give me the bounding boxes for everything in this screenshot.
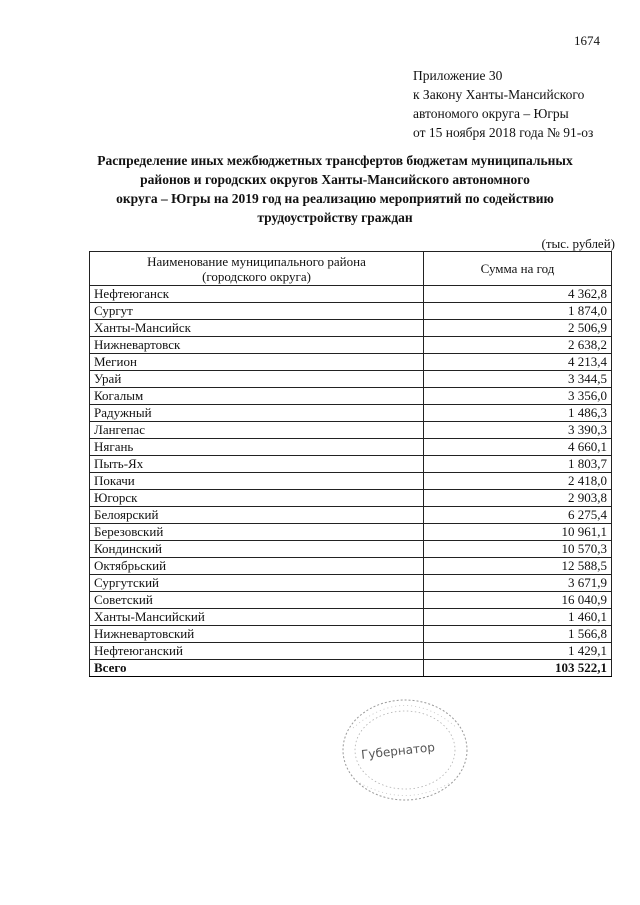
table-row xyxy=(90,422,612,439)
row-name: Лангепас xyxy=(90,422,424,439)
table-row xyxy=(90,456,612,473)
table-row xyxy=(90,609,612,626)
row-value: 4 213,4 xyxy=(424,354,612,371)
table-row xyxy=(90,439,612,456)
row-name: Радужный xyxy=(90,405,424,422)
row-name: Кондинский xyxy=(90,541,424,558)
appendix-block xyxy=(413,66,593,142)
row-name: Октябрьский xyxy=(90,558,424,575)
table-row xyxy=(90,286,612,303)
title-line: Распределение иных межбюджетных трансфертов бюджетам муниципальных xyxy=(97,153,573,168)
row-name: Нижневартовск xyxy=(90,337,424,354)
row-value: 16 040,9 xyxy=(424,592,612,609)
table-row xyxy=(90,558,612,575)
table-row xyxy=(90,473,612,490)
table-row xyxy=(90,541,612,558)
row-name: Покачи xyxy=(90,473,424,490)
total-label: Всего xyxy=(90,660,424,677)
table-row xyxy=(90,405,612,422)
row-name: Сургут xyxy=(90,303,424,320)
row-value: 3 390,3 xyxy=(424,422,612,439)
table-row xyxy=(90,371,612,388)
row-name: Ханты-Мансийск xyxy=(90,320,424,337)
row-value: 1 460,1 xyxy=(424,609,612,626)
row-name: Сургутский xyxy=(90,575,424,592)
page-number: 1674 xyxy=(574,33,600,48)
table-row xyxy=(90,643,612,660)
transfers-table xyxy=(89,251,612,677)
row-name: Нефтеюганск xyxy=(90,286,424,303)
title-line: трудоустройству граждан xyxy=(257,210,413,225)
row-value: 1 874,0 xyxy=(424,303,612,320)
table-row xyxy=(90,575,612,592)
appendix-line: к Закону Ханты-Мансийского xyxy=(413,87,585,102)
row-value: 1 566,8 xyxy=(424,626,612,643)
row-name: Урай xyxy=(90,371,424,388)
row-name: Советский xyxy=(90,592,424,609)
row-value: 2 418,0 xyxy=(424,473,612,490)
total-row xyxy=(90,660,612,677)
row-name: Нижневартовский xyxy=(90,626,424,643)
appendix-line: от 15 ноября 2018 года № 91-оз xyxy=(413,125,594,140)
row-value: 3 671,9 xyxy=(424,575,612,592)
row-value: 4 660,1 xyxy=(424,439,612,456)
table-header-row xyxy=(90,252,612,286)
row-value: 1 429,1 xyxy=(424,643,612,660)
row-value: 1 803,7 xyxy=(424,456,612,473)
row-value: 2 903,8 xyxy=(424,490,612,507)
table-row xyxy=(90,507,612,524)
total-value: 103 522,1 xyxy=(424,660,612,677)
row-value: 2 638,2 xyxy=(424,337,612,354)
appendix-line: Приложение 30 xyxy=(413,68,503,83)
table-row xyxy=(90,592,612,609)
column-header-name xyxy=(90,252,424,286)
row-value: 4 362,8 xyxy=(424,286,612,303)
column-header-name-line1: Наименование муниципального района xyxy=(147,253,366,269)
table-row xyxy=(90,354,612,371)
row-value: 10 570,3 xyxy=(424,541,612,558)
appendix-line: автономого округа – Югры xyxy=(413,106,569,121)
row-name: Нефтеюганский xyxy=(90,643,424,660)
row-name: Ханты-Мансийский xyxy=(90,609,424,626)
table-body xyxy=(90,286,612,660)
title-line: районов и городских округов Ханты-Мансийского автономного xyxy=(140,172,530,187)
row-name: Белоярский xyxy=(90,507,424,524)
row-name: Березовский xyxy=(90,524,424,541)
row-value: 2 506,9 xyxy=(424,320,612,337)
column-header-name-line2: (городского округа) xyxy=(202,268,311,284)
signature-text: Губернатор xyxy=(360,740,436,762)
row-value: 6 275,4 xyxy=(424,507,612,524)
row-value: 10 961,1 xyxy=(424,524,612,541)
table-row xyxy=(90,388,612,405)
table-row xyxy=(90,490,612,507)
table-row xyxy=(90,303,612,320)
row-value: 1 486,3 xyxy=(424,405,612,422)
table-row xyxy=(90,337,612,354)
document-title xyxy=(70,151,600,227)
row-name: Югорск xyxy=(90,490,424,507)
row-value: 3 356,0 xyxy=(424,388,612,405)
table-row xyxy=(90,626,612,643)
table-row xyxy=(90,320,612,337)
units-label: (тыс. рублей) xyxy=(541,236,615,251)
row-name: Мегион xyxy=(90,354,424,371)
row-value: 12 588,5 xyxy=(424,558,612,575)
row-name: Пыть-Ях xyxy=(90,456,424,473)
row-name: Когалым xyxy=(90,388,424,405)
row-name: Нягань xyxy=(90,439,424,456)
row-value: 3 344,5 xyxy=(424,371,612,388)
column-header-sum: Сумма на год xyxy=(424,252,612,286)
title-line: округа – Югры на 2019 год на реализацию мероприятий по содействию xyxy=(116,191,554,206)
table-row xyxy=(90,524,612,541)
